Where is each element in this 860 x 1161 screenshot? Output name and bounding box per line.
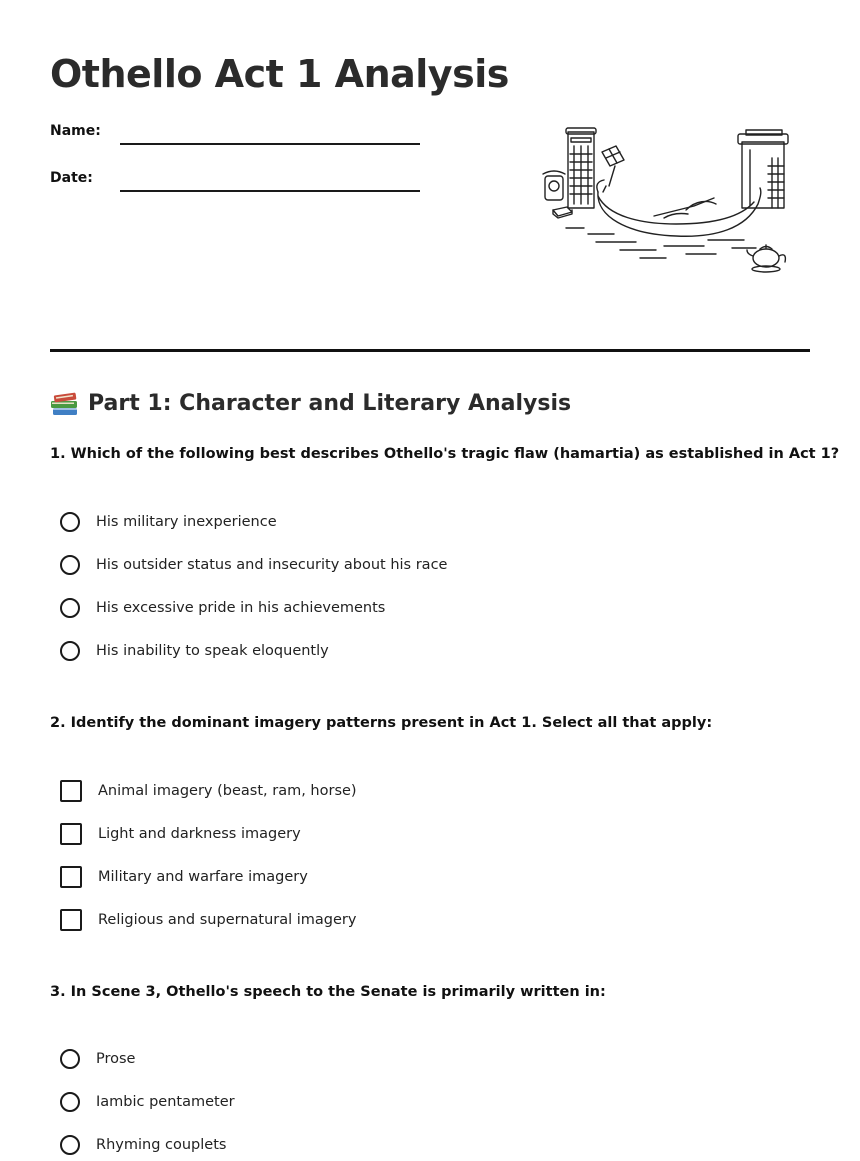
section-heading-text: Part 1: Character and Literary Analysis	[88, 391, 572, 416]
q1-option-3[interactable]	[60, 595, 660, 621]
option-label: Animal imagery (beast, ram, horse)	[98, 783, 357, 799]
q1-option-4[interactable]	[60, 638, 660, 664]
option-label: His excessive pride in his achievements	[96, 600, 386, 616]
checkbox[interactable]	[60, 780, 82, 802]
checkbox[interactable]	[60, 866, 82, 888]
radio-button[interactable]	[60, 598, 80, 618]
q2-option-3[interactable]	[60, 864, 660, 890]
q2-option-4[interactable]	[60, 907, 660, 933]
page-title: Othello Act 1 Analysis	[50, 52, 509, 96]
name-line[interactable]	[120, 143, 420, 145]
question-2: 2. Identify the dominant imagery patterns present in Act 1. Select all that apply:	[50, 715, 713, 731]
question-3: 3. In Scene 3, Othello's speech to the Senate is primarily written in:	[50, 984, 606, 1000]
q3-option-3[interactable]	[60, 1132, 660, 1158]
option-label: Rhyming couplets	[96, 1137, 227, 1153]
option-label: His outsider status and insecurity about his race	[96, 557, 448, 573]
q2-option-2[interactable]	[60, 821, 660, 847]
q3-option-2[interactable]	[60, 1089, 660, 1115]
venice-gondola-illustration-icon	[536, 124, 792, 278]
checkbox[interactable]	[60, 909, 82, 931]
name-label: Name:	[50, 123, 101, 139]
radio-button[interactable]	[60, 1092, 80, 1112]
q1-option-1[interactable]	[60, 509, 660, 535]
radio-button[interactable]	[60, 555, 80, 575]
date-field	[50, 168, 430, 198]
option-label: His inability to speak eloquently	[96, 643, 329, 659]
date-line[interactable]	[120, 190, 420, 192]
q2-option-1[interactable]	[60, 778, 660, 804]
checkbox[interactable]	[60, 823, 82, 845]
header-divider	[50, 349, 810, 352]
q1-option-2[interactable]	[60, 552, 660, 578]
radio-button[interactable]	[60, 512, 80, 532]
name-field	[50, 121, 430, 151]
q3-option-1[interactable]	[60, 1046, 660, 1072]
date-label: Date:	[50, 170, 93, 186]
option-label: His military inexperience	[96, 514, 277, 530]
option-label: Religious and supernatural imagery	[98, 912, 357, 928]
option-label: Military and warfare imagery	[98, 869, 308, 885]
radio-button[interactable]	[60, 1049, 80, 1069]
option-label: Light and darkness imagery	[98, 826, 301, 842]
option-label: Iambic pentameter	[96, 1094, 235, 1110]
question-1: 1. Which of the following best describes Othello's tragic flaw (hamartia) as established in Act 1?	[50, 446, 840, 462]
books-icon	[50, 390, 80, 418]
radio-button[interactable]	[60, 1135, 80, 1155]
radio-button[interactable]	[60, 641, 80, 661]
section-heading	[50, 388, 571, 420]
option-label: Prose	[96, 1051, 136, 1067]
